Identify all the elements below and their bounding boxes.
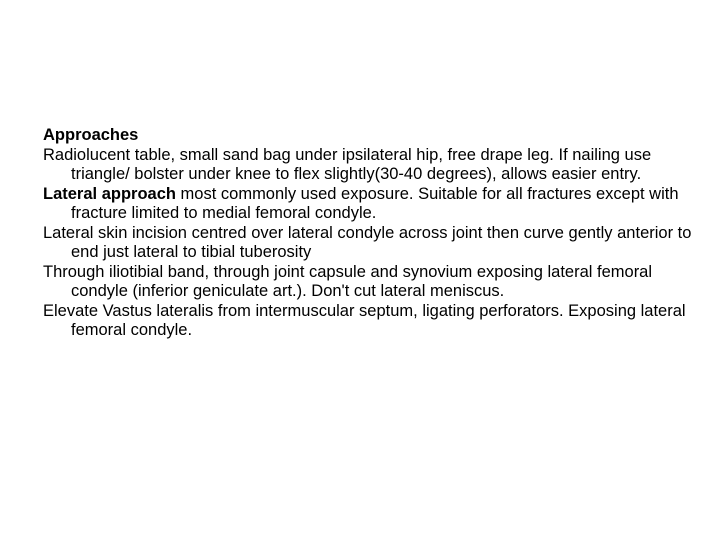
paragraph-vastus-lateralis xyxy=(43,302,693,341)
section-heading: Approaches xyxy=(43,126,139,144)
paragraph-text: Through iliotibial band, through joint capsule and synovium exposing lateral femoral condyle (inferior geniculate art.). Don't cut lateral meniscus. xyxy=(43,262,653,300)
slide-text-block xyxy=(43,126,693,341)
paragraph-text: most commonly used exposure. Suitable for all fractures except with fracture limited to medial femoral condyle. xyxy=(71,184,679,222)
paragraph-text: Radiolucent table, small sand bag under ipsilateral hip, free drape leg. If nailing use triangle/ bolster under knee to flex slightly(30-40 degrees), allows easier entry. xyxy=(43,145,652,183)
paragraph-lateral-approach xyxy=(43,185,693,224)
paragraph-skin-incision xyxy=(43,224,693,263)
paragraph-iliotibial-band xyxy=(43,263,693,302)
paragraph-lead: Lateral approach xyxy=(43,184,176,203)
paragraph-text: Lateral skin incision centred over lateral condyle across joint then curve gently anterior to end just lateral to tibial tuberosity xyxy=(43,223,692,261)
paragraph-table-setup xyxy=(43,146,693,185)
paragraph-text: Elevate Vastus lateralis from intermuscular septum, ligating perforators. Exposing lateral femoral condyle. xyxy=(43,301,686,339)
